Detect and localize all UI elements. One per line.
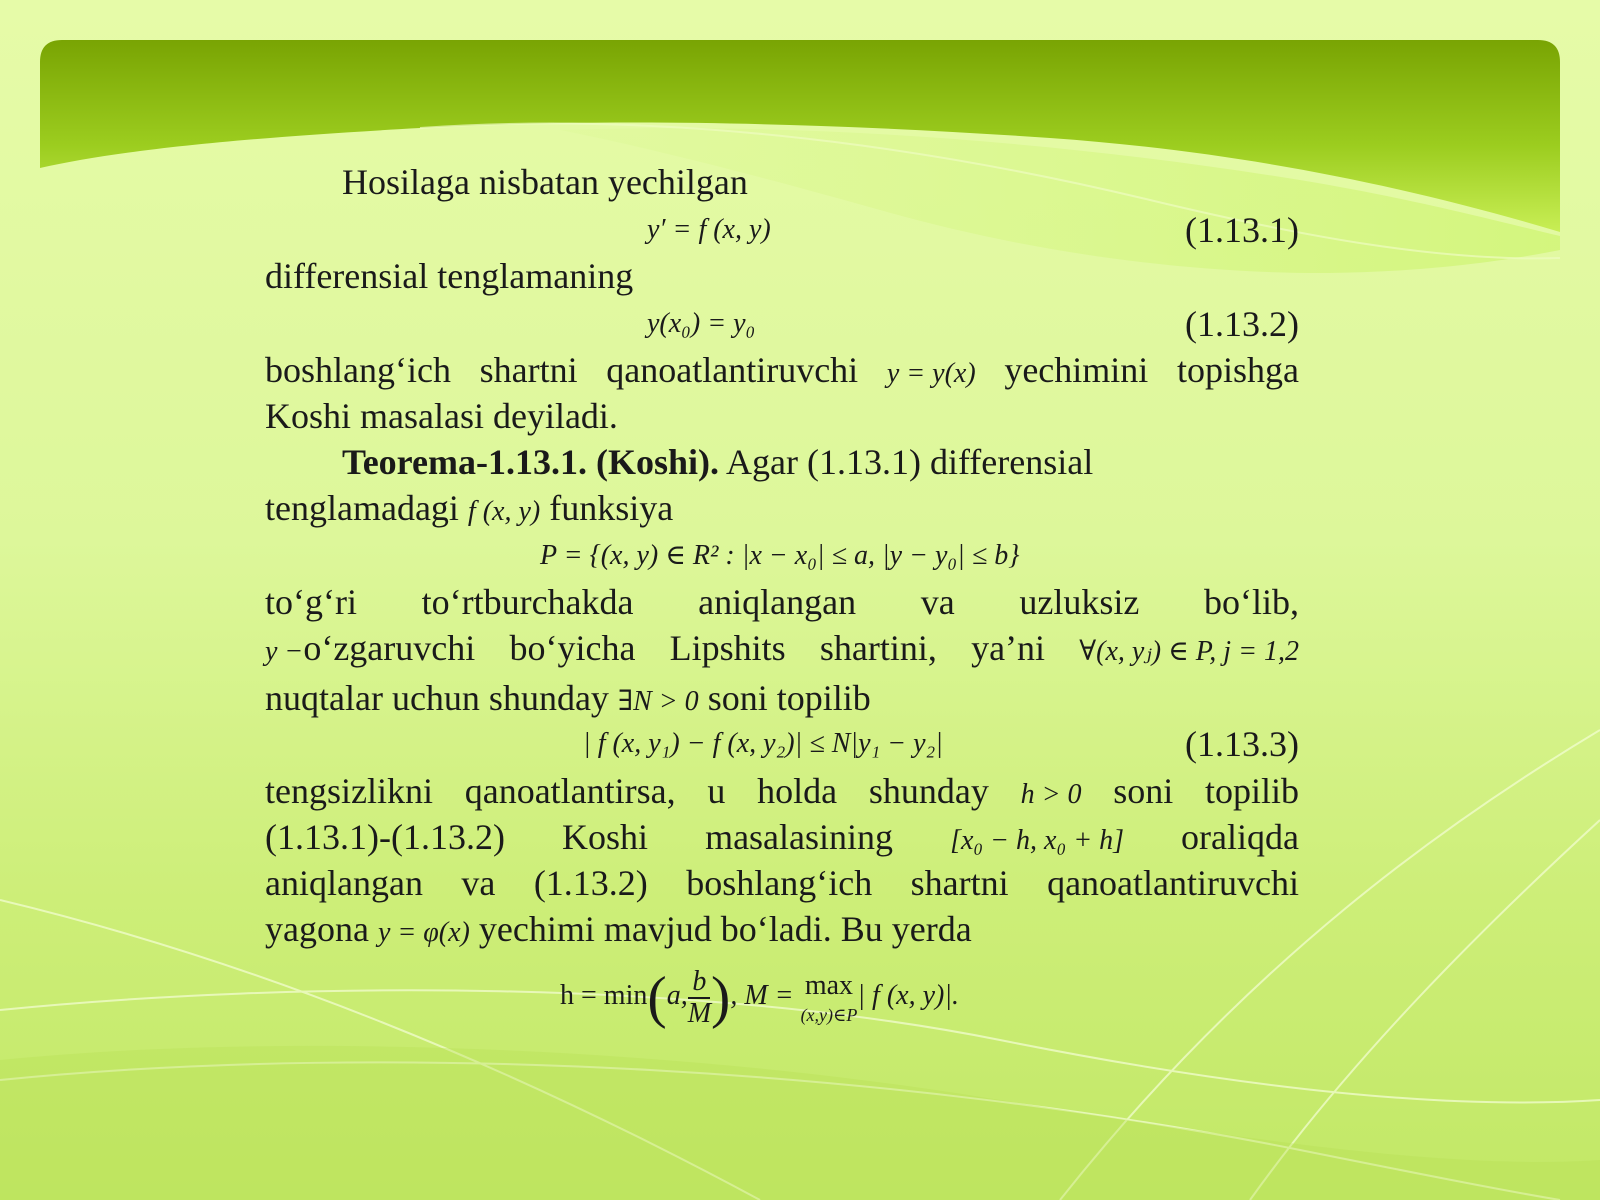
set-definition-row — [265, 533, 1299, 579]
word: u — [707, 771, 726, 811]
inline-formula-y: y − — [265, 636, 304, 667]
word: boshlang‘ich — [686, 863, 873, 903]
m-equals: , M = — [730, 980, 794, 1011]
word: qanoatlantiruvchi — [1047, 863, 1299, 903]
inline-formula-exists: ∃N > 0 — [617, 686, 699, 717]
max-label: max — [804, 970, 854, 1001]
word: va — [461, 863, 496, 903]
text: nuqtalar uchun shunday — [265, 678, 609, 718]
text: yechimi mavjud bo‘ladi. Bu yerda — [478, 909, 972, 949]
word: ya’ni — [971, 628, 1046, 668]
equation-1-row — [265, 207, 1299, 253]
abs-f: | f (x, y)|. — [857, 980, 960, 1011]
word: shartni — [910, 863, 1009, 903]
fraction-numerator: b — [688, 967, 710, 999]
word: Koshi — [562, 817, 649, 857]
text-line-12 — [265, 860, 1299, 906]
word: masalasining — [705, 817, 894, 857]
word: bo‘lib, — [1204, 582, 1299, 622]
word: Lipshits — [669, 628, 786, 668]
equation-1-number: (1.13.1) — [1185, 210, 1299, 250]
inline-formula-h: h > 0 — [1020, 779, 1082, 810]
text-line-10 — [265, 768, 1299, 814]
word: qanoatlantirsa, — [464, 771, 676, 811]
min-arg-a: a, — [666, 980, 688, 1011]
word: shartni — [479, 350, 578, 390]
theorem-line — [265, 439, 1299, 485]
equation-1: y′ = f (x, y) — [647, 214, 771, 245]
equation-2: y(x₀) = y₀ — [647, 308, 756, 339]
word: o‘zgaruvchi — [303, 628, 476, 668]
word: to‘g‘ri — [265, 582, 357, 622]
equation-2-number: (1.13.2) — [1185, 304, 1299, 344]
inline-formula-phi: y = φ(x) — [377, 917, 470, 948]
final-formula: h = min(a, $\frac{b}{M}$ ), M = max (x,y)∈P | f (x, y)|. — [560, 964, 960, 1030]
text-line-3 — [265, 347, 1299, 393]
max-operator — [801, 966, 858, 1024]
text: funksiya — [549, 488, 674, 528]
max-subscript: (x,y)∈P — [800, 1005, 858, 1025]
word: topilib — [1204, 771, 1299, 811]
word: holda — [757, 771, 838, 811]
h-min: h = min — [560, 980, 648, 1011]
word: aniqlangan — [698, 582, 857, 622]
intro-line: Hosilaga nisbatan yechilgan — [342, 162, 748, 202]
text-line-9 — [265, 675, 1299, 721]
inline-formula-solution: y = y(x) — [886, 358, 976, 389]
equation-3-number: (1.13.3) — [1185, 724, 1299, 764]
word: shartini, — [819, 628, 937, 668]
word: to‘rtburchakda — [421, 582, 634, 622]
fraction-b-over-m — [688, 967, 711, 1029]
word: uzluksiz — [1019, 582, 1140, 622]
word: boshlang‘ich — [265, 350, 451, 390]
equation-3-row — [265, 721, 1299, 767]
word: oraliqda — [1181, 817, 1299, 857]
text-line-8 — [265, 625, 1299, 671]
final-formula-row — [265, 966, 1299, 1046]
text: tenglamadagi — [265, 488, 459, 528]
word: topishga — [1176, 350, 1299, 390]
inline-formula-interval: [x₀ − h, x₀ + h] — [950, 825, 1124, 856]
inline-formula-f: f (x, y) — [467, 496, 541, 527]
text: yagona — [265, 909, 369, 949]
word: va — [920, 582, 955, 622]
text-line-13 — [265, 906, 1299, 952]
inline-formula-forall: ∀(x, yⱼ) ∈ P, j = 1,2 — [1079, 636, 1299, 667]
word: tengsizlikni — [265, 771, 433, 811]
text-line-7 — [265, 579, 1299, 625]
word: (1.13.2) — [533, 863, 648, 903]
word: qanoatlantiruvchi — [606, 350, 859, 390]
text-line-11 — [265, 814, 1299, 860]
text-line-2: differensial tenglamaning — [265, 256, 634, 296]
fraction-denominator: M — [687, 997, 712, 1029]
word: (1.13.1)-(1.13.2) — [265, 817, 505, 857]
word: soni — [1113, 771, 1174, 811]
word: aniqlangan — [265, 863, 423, 903]
equation-3: | f (x, y₁) − f (x, y₂)| ≤ N|y₁ − y₂| — [583, 728, 943, 759]
word: yechimini — [1004, 350, 1149, 390]
equation-2-row — [265, 301, 1299, 347]
text-line-6 — [265, 485, 1299, 531]
theorem-title: Teorema-1.13.1. (Koshi). — [342, 442, 719, 482]
text: soni topilib — [707, 678, 871, 718]
word-group — [265, 625, 475, 675]
word: shunday — [868, 771, 989, 811]
theorem-text: Agar (1.13.1) differensial — [726, 442, 1094, 482]
set-definition: P = {(x, y) ∈ R² : |x − x₀| ≤ a, |y − y₀| ≤ b} — [540, 540, 1020, 571]
word: bo‘yicha — [509, 628, 636, 668]
text-line-4: Koshi masalasi deyiladi. — [265, 396, 618, 436]
